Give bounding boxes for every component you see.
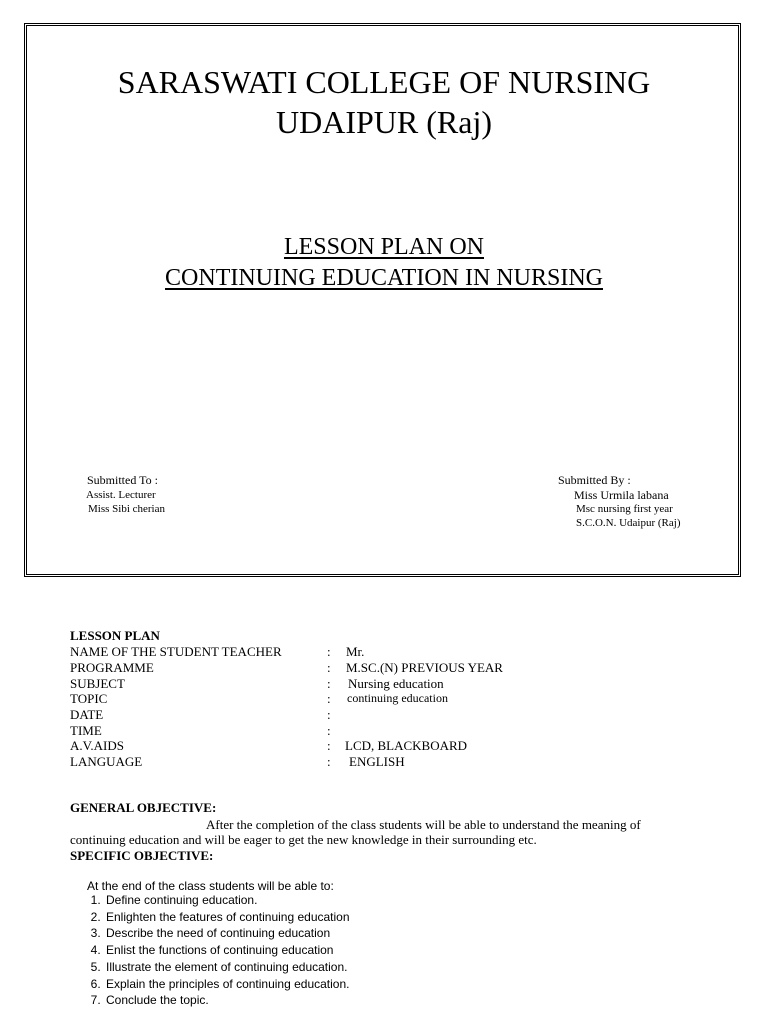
field-label: TOPIC: [70, 691, 108, 706]
objective-item: 5. Illustrate the element of continuing education.: [104, 959, 350, 976]
objective-item: 1. Define continuing education.: [104, 892, 350, 909]
submitted-to-heading: Submitted To :: [87, 473, 158, 487]
specific-objective-intro: At the end of the class students will be able to:: [87, 879, 334, 893]
field-label: DATE: [70, 707, 104, 722]
submitted-by-course: Msc nursing first year: [576, 503, 673, 515]
lesson-plan-heading: LESSON PLAN: [70, 628, 160, 643]
field-value: ENGLISH: [349, 754, 405, 769]
field-value: M.SC.(N) PREVIOUS YEAR: [346, 660, 503, 675]
objective-item: 3. Describe the need of continuing education: [104, 925, 350, 942]
submitted-by-heading: Submitted By :: [558, 473, 631, 487]
submitted-to-designation: Assist. Lecturer: [86, 489, 156, 501]
field-colon: :: [327, 660, 331, 675]
objective-item: 7. Conclude the topic.: [104, 992, 350, 1009]
specific-objective-heading: SPECIFIC OBJECTIVE:: [70, 848, 214, 863]
college-name: SARASWATI COLLEGE OF NURSING: [117, 64, 651, 100]
field-label: SUBJECT: [70, 676, 125, 691]
lesson-plan-title: LESSON PLAN ON: [283, 234, 484, 260]
lesson-plan-topic: CONTINUING EDUCATION IN NURSING: [165, 265, 603, 291]
specific-objective-list: [70, 892, 350, 1009]
objective-item: 6. Explain the principles of continuing education.: [104, 976, 350, 993]
field-colon: :: [327, 707, 331, 722]
submitted-by-college: S.C.O.N. Udaipur (Raj): [576, 517, 681, 529]
field-colon: :: [327, 691, 331, 706]
field-label: PROGRAMME: [70, 660, 154, 675]
field-value: Mr.: [346, 644, 365, 659]
field-label: A.V.AIDS: [70, 738, 124, 753]
field-colon: :: [327, 738, 331, 753]
general-objective-heading: GENERAL OBJECTIVE:: [70, 800, 217, 815]
general-objective-line2: continuing education and will be eager to get the new knowledge in their surrounding etc.: [70, 832, 537, 847]
field-colon: :: [327, 644, 331, 659]
field-value: continuing education: [347, 691, 448, 705]
field-label: LANGUAGE: [70, 754, 143, 769]
submitted-to-name: Miss Sibi cherian: [88, 503, 165, 515]
objective-item: 4. Enlist the functions of continuing education: [104, 942, 350, 959]
college-location: UDAIPUR (Raj): [276, 104, 492, 140]
objective-item: 2. Enlighten the features of continuing education: [104, 909, 350, 926]
field-colon: :: [327, 676, 331, 691]
general-objective-line1: After the completion of the class students will be able to understand the meaning of: [206, 817, 641, 832]
field-value: Nursing education: [348, 676, 444, 691]
field-label: NAME OF THE STUDENT TEACHER: [70, 644, 282, 659]
field-label: TIME: [70, 723, 102, 738]
field-value: LCD, BLACKBOARD: [345, 738, 468, 753]
field-colon: :: [327, 723, 331, 738]
submitted-by-name: Miss Urmila labana: [574, 488, 669, 502]
field-colon: :: [327, 754, 331, 769]
